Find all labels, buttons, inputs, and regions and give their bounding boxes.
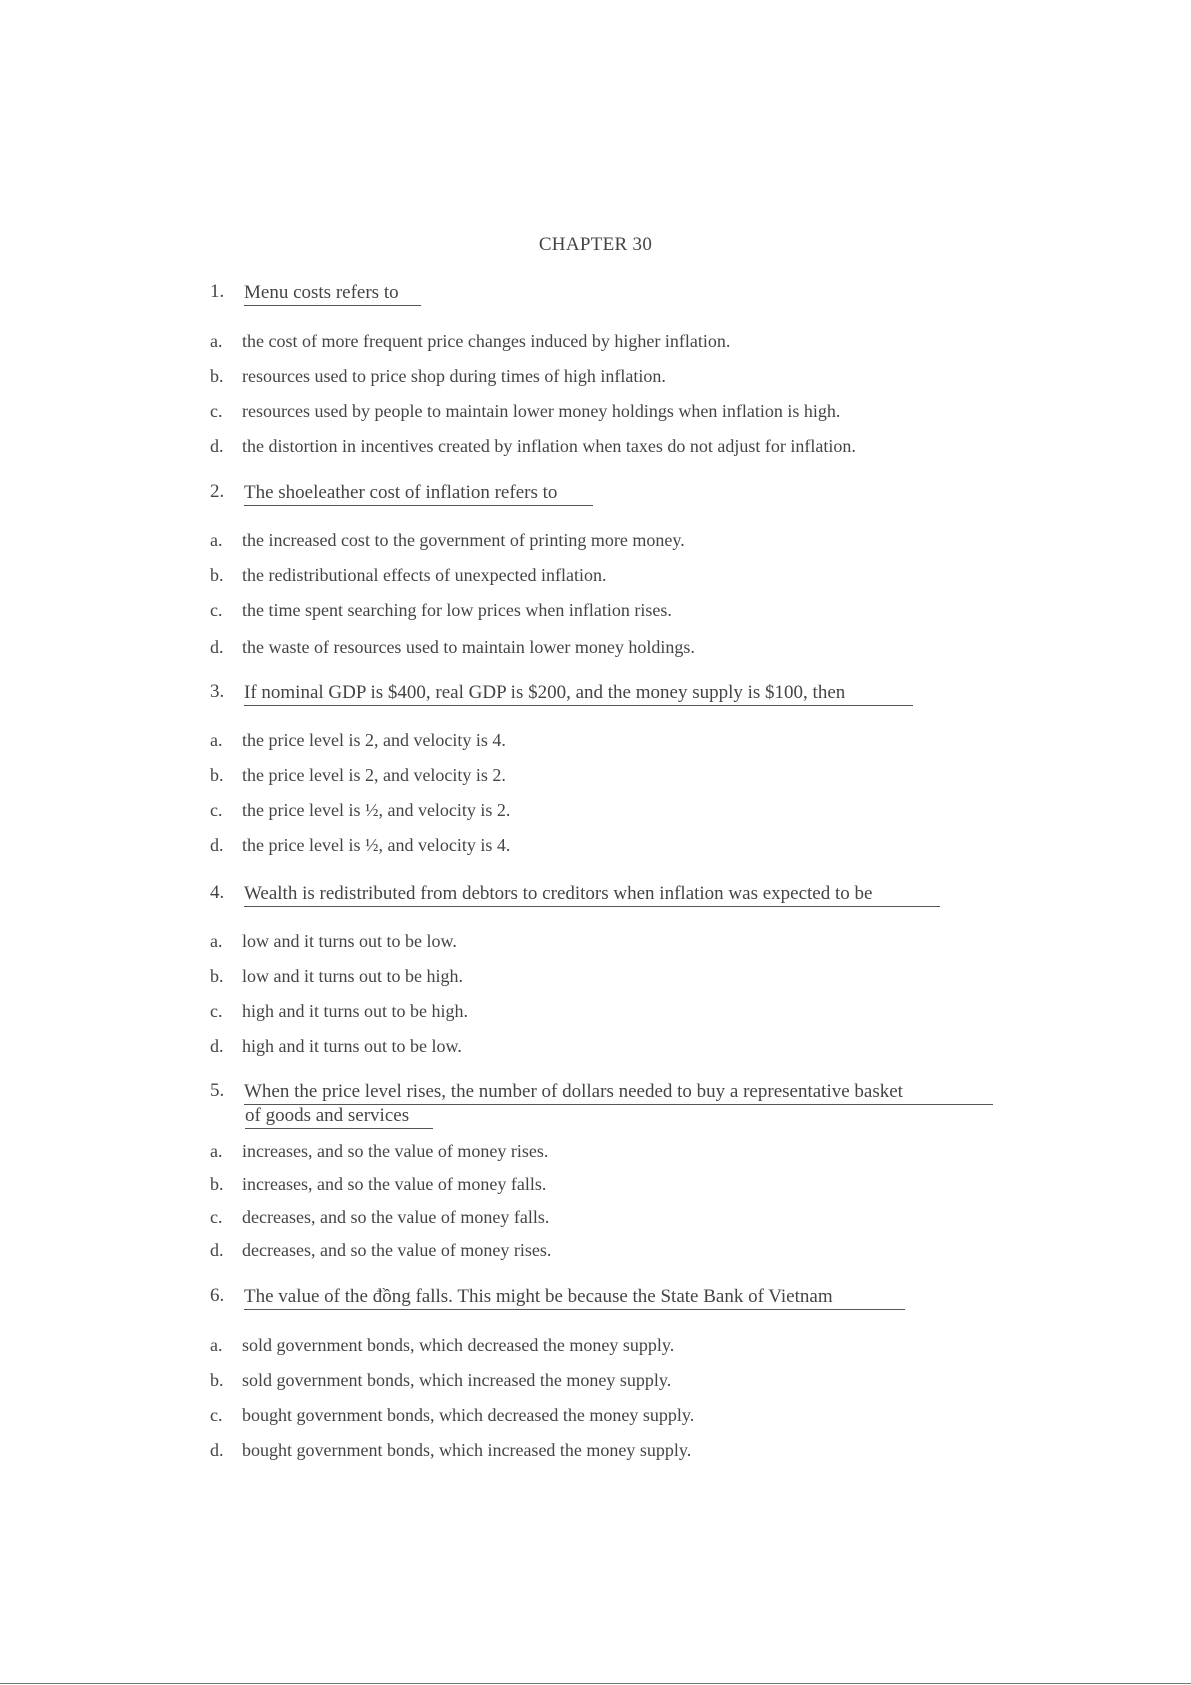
option-text: the distortion in incentives created by inflation when taxes do not adjust for inflation. <box>242 436 856 456</box>
option-text: resources used by people to maintain lower money holdings when inflation is high. <box>242 401 841 421</box>
option-text: low and it turns out to be low. <box>242 931 457 951</box>
option-text: the waste of resources used to maintain lower money holdings. <box>242 637 695 657</box>
question-stem: When the price level rises, the number of dollars needed to buy a representative basket <box>244 1080 993 1105</box>
option-letter: c. <box>210 1405 223 1425</box>
option-letter: c. <box>210 800 223 820</box>
option-text: the price level is 2, and velocity is 4. <box>242 730 506 750</box>
option-text: the price level is ½, and velocity is 2. <box>242 800 511 820</box>
option-letter: a. <box>210 530 223 550</box>
option-text: resources used to price shop during times of high inflation. <box>242 366 666 386</box>
option-letter: b. <box>210 765 224 785</box>
option-text: bought government bonds, which increased the money supply. <box>242 1440 692 1460</box>
option-letter: d. <box>210 1036 224 1056</box>
option-text: the increased cost to the government of printing more money. <box>242 530 685 550</box>
option-text: low and it turns out to be high. <box>242 966 463 986</box>
option-letter: c. <box>210 1207 223 1227</box>
question-number: 6. <box>210 1285 225 1306</box>
option-letter: a. <box>210 331 223 351</box>
option-text: decreases, and so the value of money rises. <box>242 1240 552 1260</box>
option-letter: c. <box>210 600 223 620</box>
option-letter: b. <box>210 1174 224 1194</box>
question-number: 3. <box>210 681 225 702</box>
option-letter: d. <box>210 436 224 456</box>
option-text: the redistributional effects of unexpected inflation. <box>242 565 607 585</box>
option-text: sold government bonds, which increased the money supply. <box>242 1370 672 1390</box>
option-text: increases, and so the value of money falls. <box>242 1174 547 1194</box>
question-number: 4. <box>210 882 225 903</box>
option-letter: d. <box>210 1440 224 1460</box>
question-stem: If nominal GDP is $400, real GDP is $200, and the money supply is $100, then <box>244 681 913 706</box>
option-letter: b. <box>210 565 224 585</box>
option-text: high and it turns out to be low. <box>242 1036 462 1056</box>
option-letter: b. <box>210 1370 224 1390</box>
option-letter: a. <box>210 730 223 750</box>
question-number: 5. <box>210 1080 225 1101</box>
option-letter: b. <box>210 966 224 986</box>
page-title: CHAPTER 30 <box>538 234 653 255</box>
option-text: high and it turns out to be high. <box>242 1001 468 1021</box>
option-text: the time spent searching for low prices when inflation rises. <box>242 600 672 620</box>
option-letter: d. <box>210 637 224 657</box>
question-stem-line-2: of goods and services <box>245 1104 433 1129</box>
option-text: sold government bonds, which decreased the money supply. <box>242 1335 675 1355</box>
option-text: the cost of more frequent price changes induced by higher inflation. <box>242 331 731 351</box>
question-number: 1. <box>210 281 225 302</box>
option-letter: c. <box>210 1001 223 1021</box>
option-letter: d. <box>210 835 224 855</box>
option-letter: d. <box>210 1240 224 1260</box>
option-letter: a. <box>210 1335 223 1355</box>
question-number: 2. <box>210 481 225 502</box>
option-text: decreases, and so the value of money falls. <box>242 1207 550 1227</box>
option-letter: c. <box>210 401 223 421</box>
option-text: the price level is 2, and velocity is 2. <box>242 765 506 785</box>
question-stem: Wealth is redistributed from debtors to creditors when inflation was expected to be <box>244 882 940 907</box>
option-text: increases, and so the value of money rises. <box>242 1141 549 1161</box>
question-stem: Menu costs refers to <box>244 281 421 306</box>
option-text: bought government bonds, which decreased the money supply. <box>242 1405 695 1425</box>
option-letter: a. <box>210 931 223 951</box>
question-stem: The value of the đồng falls. This might be because the State Bank of Vietnam <box>244 1285 905 1310</box>
option-letter: a. <box>210 1141 223 1161</box>
option-text: the price level is ½, and velocity is 4. <box>242 835 511 855</box>
page-bottom-divider <box>0 1683 1191 1684</box>
question-stem: The shoeleather cost of inflation refers to <box>244 481 593 506</box>
option-letter: b. <box>210 366 224 386</box>
